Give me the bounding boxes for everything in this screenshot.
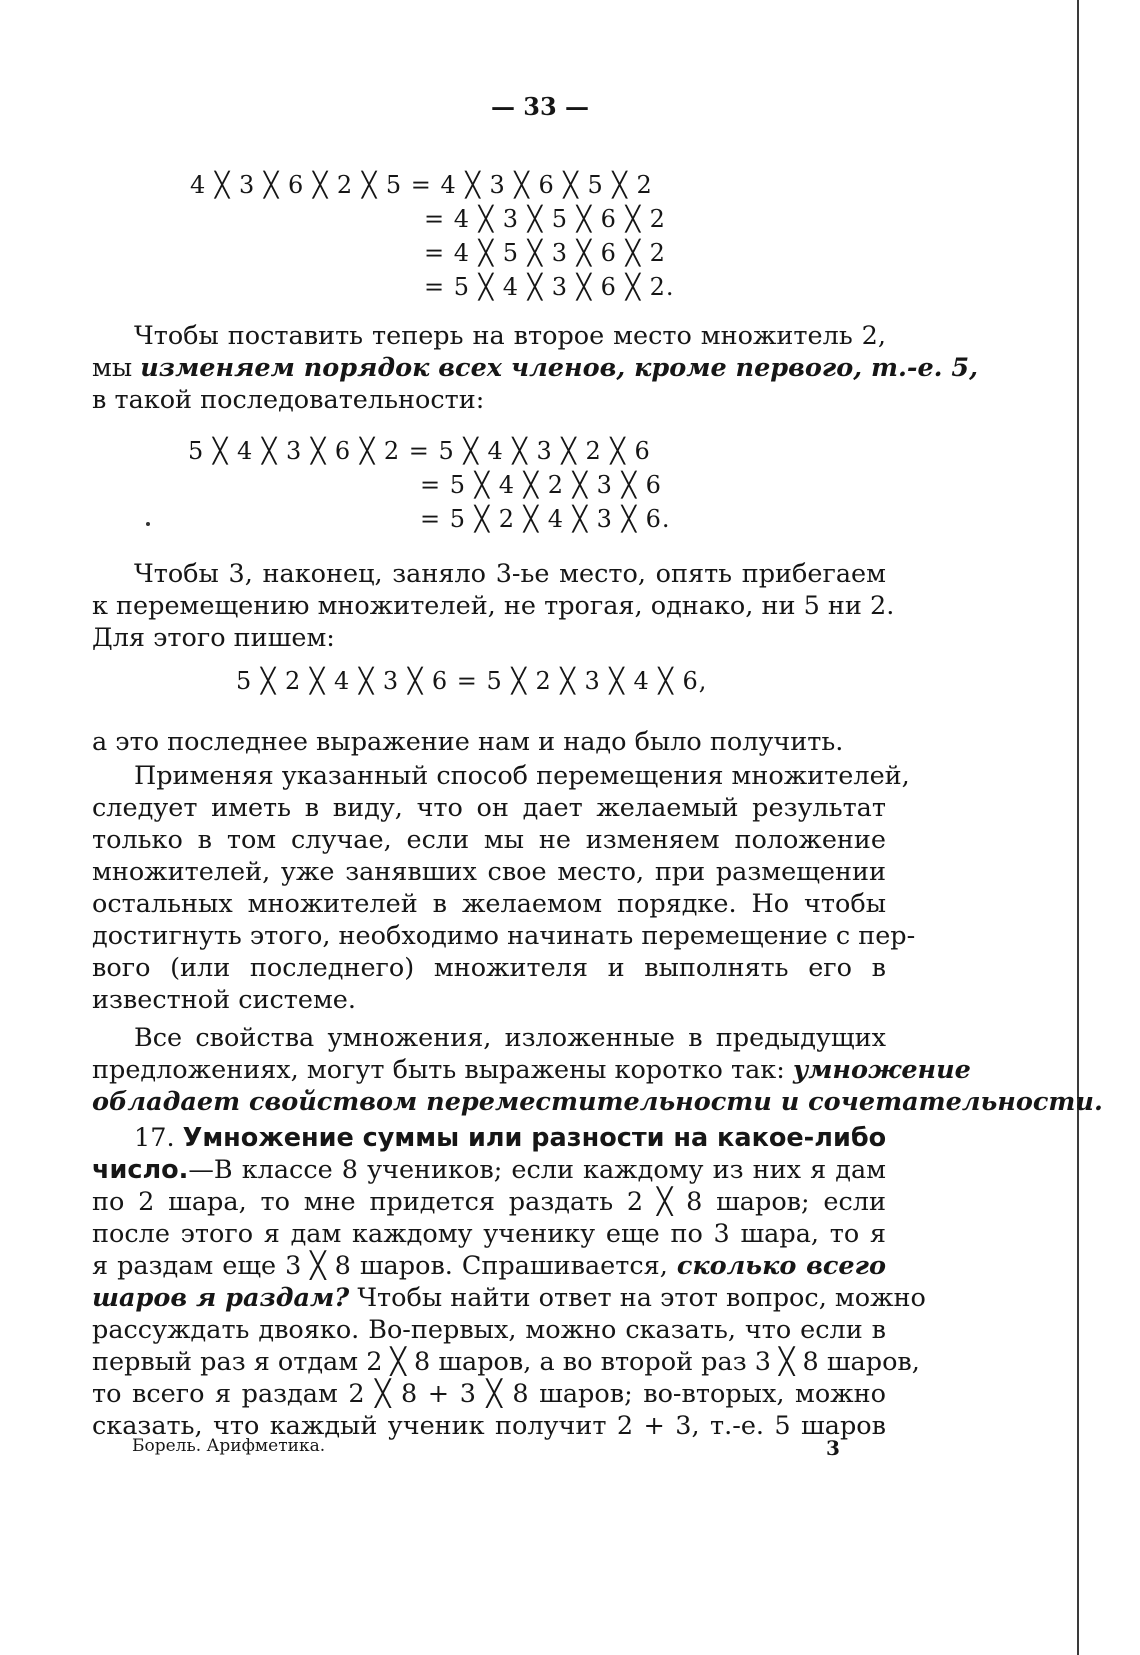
page-number: — 33 — (490, 92, 590, 121)
text-line (92, 1154, 886, 1186)
text-line: после этого я дам каждому ученику еще по 3 шара, то я (92, 1219, 886, 1249)
equation-line: 4 ╳ 3 ╳ 6 ╳ 2 ╳ 5 = 4 ╳ 3 ╳ 6 ╳ 5 ╳ 2 (190, 171, 653, 199)
equation-line: = 4 ╳ 3 ╳ 5 ╳ 6 ╳ 2 (424, 205, 666, 233)
italic-emphasis-line: обладает свойством переместительности и сочетательности. (92, 1087, 1103, 1117)
text-line: следует иметь в виду, что он дает желаемый результат (92, 793, 886, 823)
print-speck (146, 522, 150, 526)
text-line: вого (или последнего) множителя и выполнять его в (92, 953, 886, 983)
text-segment: мы (92, 353, 141, 383)
text-line (92, 1250, 886, 1282)
text-segment: Чтобы найти ответ на этот вопрос, можно (349, 1283, 926, 1313)
section-number: 17. (134, 1123, 183, 1153)
text-line: множителей, уже занявших свое место, при размещении (92, 857, 886, 887)
footer-signature: 3 (826, 1436, 840, 1460)
page-edge-line (1077, 0, 1079, 1655)
text-line: только в том случае, если мы не изменяем положение (92, 825, 886, 855)
text-line: Чтобы 3, наконец, заняло 3-ье место, опять прибегаем (134, 559, 886, 589)
equation-line: 5 ╳ 2 ╳ 4 ╳ 3 ╳ 6 = 5 ╳ 2 ╳ 3 ╳ 4 ╳ 6, (236, 667, 708, 695)
italic-emphasis: изменяем порядок всех членов, кроме первого, т.-е. 5, (140, 353, 979, 383)
text-segment: предложениях, могут быть выражены коротко так: (92, 1055, 793, 1085)
text-line: Чтобы поставить теперь на второе место множитель 2, (134, 321, 886, 351)
text-line: остальных множителей в желаемом порядке. Но чтобы (92, 889, 886, 919)
text-line: по 2 шара, то мне придется раздать 2 ╳ 8 шаров; если (92, 1187, 886, 1217)
text-line: первый раз я отдам 2 ╳ 8 шаров, а во второй раз 3 ╳ 8 шаров, (92, 1347, 920, 1377)
footer-title: Борель. Арифметика. (132, 1436, 326, 1456)
text-line: Все свойства умножения, изложенные в предыдущих (134, 1023, 886, 1053)
italic-emphasis: шаров я раздам? (92, 1283, 350, 1313)
section-heading: число. (92, 1155, 189, 1185)
text-segment: я раздам еще 3 ╳ 8 шаров. Спрашивается, (92, 1251, 677, 1281)
text-line: рассуждать двояко. Во-первых, можно сказать, что если в (92, 1315, 886, 1345)
italic-emphasis: сколько всего (676, 1251, 886, 1281)
text-segment: —В классе 8 учеников; если каждому из них я дам (188, 1155, 886, 1185)
text-line: Для этого пишем: (92, 623, 335, 653)
text-line: достигнуть этого, необходимо начинать перемещение с пер- (92, 921, 916, 951)
text-line: в такой последовательности: (92, 385, 485, 415)
italic-emphasis: умножение (792, 1055, 971, 1085)
text-line (92, 1282, 926, 1314)
section-heading-line (134, 1122, 886, 1154)
text-line: известной системе. (92, 985, 356, 1015)
text-line: к перемещению множителей, не трогая, однако, ни 5 ни 2. (92, 591, 895, 621)
equation-line: 5 ╳ 4 ╳ 3 ╳ 6 ╳ 2 = 5 ╳ 4 ╳ 3 ╳ 2 ╳ 6 (188, 437, 651, 465)
text-line: Применяя указанный способ перемещения множителей, (134, 761, 910, 791)
text-line: то всего я раздам 2 ╳ 8 + 3 ╳ 8 шаров; во-вторых, можно (92, 1379, 886, 1409)
equation-line: = 5 ╳ 2 ╳ 4 ╳ 3 ╳ 6. (420, 505, 671, 533)
text-line: а это последнее выражение нам и надо было получить. (92, 727, 844, 757)
text-line: сказать, что каждый ученик получит 2 + 3, т.-е. 5 шаров (92, 1411, 886, 1441)
equation-line: = 5 ╳ 4 ╳ 2 ╳ 3 ╳ 6 (420, 471, 662, 499)
text-line (92, 1054, 971, 1086)
text-line (92, 352, 979, 384)
equation-line: = 5 ╳ 4 ╳ 3 ╳ 6 ╳ 2. (424, 273, 675, 301)
section-heading: Умножение суммы или разности на какое-либо (182, 1123, 887, 1153)
equation-line: = 4 ╳ 5 ╳ 3 ╳ 6 ╳ 2 (424, 239, 666, 267)
